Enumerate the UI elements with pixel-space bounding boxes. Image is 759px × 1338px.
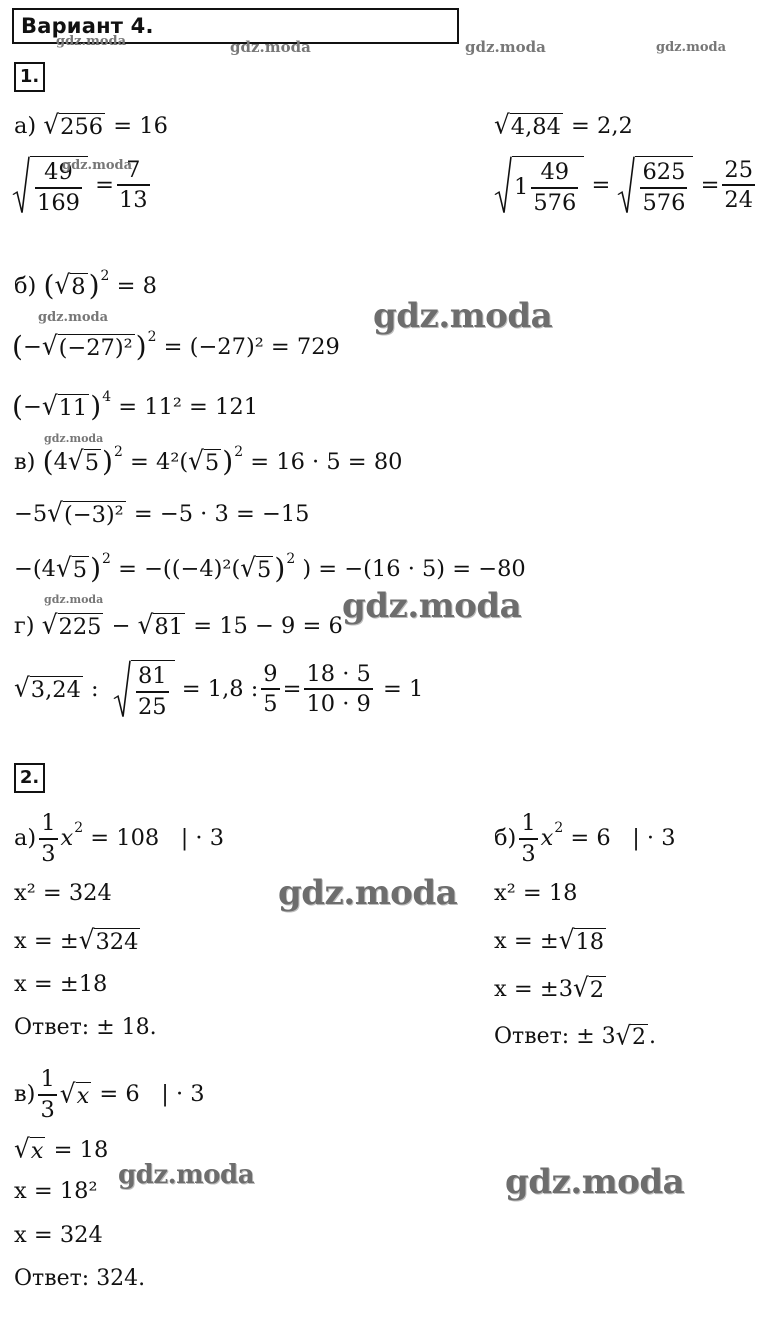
task2-v-answer: Ответ: 324. xyxy=(14,1266,146,1291)
watermark: gdz.moda xyxy=(118,1160,255,1190)
task-2-number: 2. xyxy=(14,763,45,793)
task2-v-label: в) xyxy=(14,1081,36,1108)
task1-a-line2: 49 169 = $\frac{7}{13}$ xyxy=(12,156,153,214)
task1-v-line3: −(4 √ 5 ) 2 = −((−4)²( √ 5 ) 2 ) = −(16 · 5) = −80 xyxy=(14,551,526,585)
sqrt-expr: √ 256 xyxy=(43,109,104,140)
watermark: gdz.moda xyxy=(230,38,311,56)
watermark: gdz.moda xyxy=(342,586,522,626)
sqrt-fraction: 49 169 xyxy=(12,156,88,214)
task1-a-right2: 1 49 576 = 625 576 = $\frac{25}{24}$ xyxy=(494,156,758,214)
watermark: gdz.moda xyxy=(656,40,727,55)
task2-b-step2: x = ± √ 18 xyxy=(494,924,605,955)
watermark: gdz.moda xyxy=(56,34,127,49)
task2-b-step1: x² = 18 xyxy=(494,880,578,906)
task1-v-label: в) xyxy=(14,448,36,475)
watermark: gdz.moda xyxy=(38,310,109,325)
task2-b-line1: б) 1 3 x 2 = 6 | · 3 xyxy=(494,810,676,867)
task1-b-line1: б) ( √ 8 ) 2 = 8 xyxy=(14,268,157,302)
sqrt-mixed-fraction: 1 49 576 xyxy=(494,156,584,214)
task2-v-step2: x = 18² xyxy=(14,1178,98,1204)
watermark: gdz.moda xyxy=(505,1162,685,1202)
task1-b-label: б) xyxy=(14,272,37,299)
watermark: gdz.moda xyxy=(62,158,133,173)
task2-a-step2: x = ± √ 324 xyxy=(14,924,139,955)
task2-v-line1: в) 1 3 √ x = 6 | · 3 xyxy=(14,1066,205,1123)
task2-a-answer: Ответ: ± 18. xyxy=(14,1015,157,1040)
task1-b-line2: ( − √ (−27)² ) 2 = (−27)² = 729 xyxy=(12,329,340,363)
sqrt-fraction: 81 25 xyxy=(113,660,175,718)
task2-v-step3: x = 324 xyxy=(14,1222,103,1248)
watermark: gdz.moda xyxy=(44,593,104,606)
task2-v-step1: √ x = 18 xyxy=(14,1133,109,1164)
task1-v-line1: в) ( 4 √ 5 ) 2 = 4²( √ 5 ) 2 = 16 · 5 = 80 xyxy=(14,444,403,478)
task1-v-line2: −5 √ (−3)² = −5 · 3 = −15 xyxy=(14,497,310,528)
fraction: $\frac{25}{24}$ xyxy=(724,156,754,213)
task2-b-label: б) xyxy=(494,825,517,852)
task2-a-label: а) xyxy=(14,825,37,852)
task1-g-line2: √ 3,24 : 81 25 = 1,8 : $\frac{9}{5}$ = $\frac{18 \cdot 5}{10 \cdot 9}$ = 1 xyxy=(14,660,424,720)
task1-g-label: г) xyxy=(14,612,35,639)
task2-a-step1: x² = 324 xyxy=(14,880,112,906)
task1-a-line1 xyxy=(14,109,168,140)
watermark: gdz.moda xyxy=(373,296,553,336)
task-1-number: 1. xyxy=(14,62,45,92)
watermark: gdz.moda xyxy=(465,38,546,56)
task2-b-answer: Ответ: ± 3 √ 2 . xyxy=(494,1021,657,1051)
sqrt-fraction: 625 576 xyxy=(617,156,693,214)
task1-b-line3: ( − √ 11 ) 4 = 11² = 121 xyxy=(12,389,259,423)
watermark: gdz.moda xyxy=(44,432,104,445)
task2-a-step3: x = ±18 xyxy=(14,971,108,997)
task1-a-right1: √ 4,84 = 2,2 xyxy=(494,109,633,140)
task1-a-label: а) xyxy=(14,112,37,139)
fraction: $\frac{7}{13}$ xyxy=(118,156,148,213)
task2-a-line1: а) 1 3 x 2 = 108 | · 3 xyxy=(14,810,225,867)
task1-g-line1: г) √ 225 − √ 81 = 15 − 9 = 6 xyxy=(14,609,343,640)
sqrt-expr: √ 4,84 xyxy=(494,109,561,140)
variant-title: Вариант 4. xyxy=(12,8,459,44)
watermark: gdz.moda xyxy=(278,873,458,913)
task2-b-step3: x = ±3 √ 2 xyxy=(494,972,605,1003)
result-text: = 16 xyxy=(113,112,168,139)
